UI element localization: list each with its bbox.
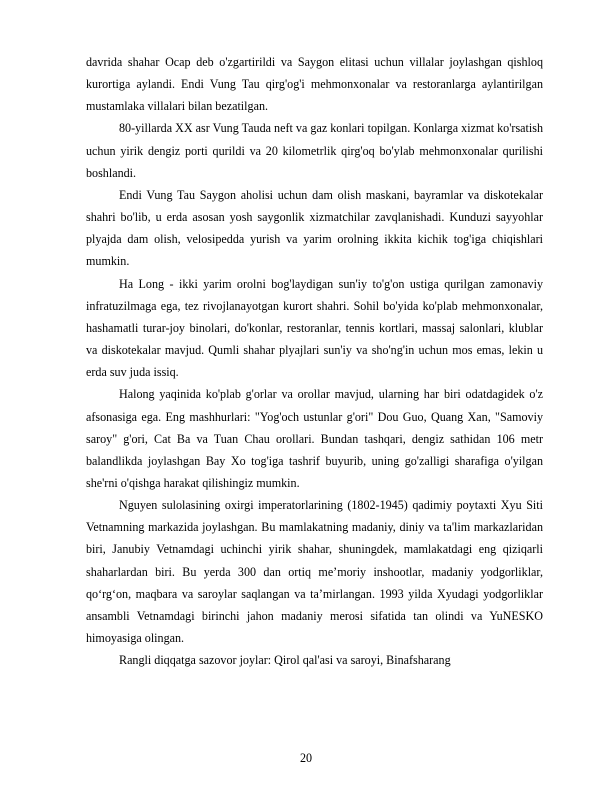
paragraph-6: Nguyen sulolasining oxirgi imperatorlarining (1802-1945) qadimiy poytaxti Xyu Siti Vetnamning markazida joylashgan. Bu mamlakatning madaniy, diniy va ta'lim markazlaridan biri, Janubiy Vetnamdagi uchinchi yirik shahar, shuningdek, mamlakatdagi eng qiziqarli shaharlardan biri. Bu yerda 300 dan ortiq meʼmoriy inshootlar, madaniy yodgorliklar, qoʻrgʻon, maqbara va saroylar saqlangan va taʼmirlangan. 1993 yilda Xyudagi yodgorliklar ansambli Vetnamdagi birinchi jahon madaniy merosi sifatida tan olindi va YuNESKO himoyasiga olingan.: [86, 498, 543, 646]
paragraph-2: 80-yillarda XX asr Vung Tauda neft va gaz konlari topilgan. Konlarga xizmat ko'rsatish uchun yirik dengiz porti qurildi va 20 kilometrlik qirg'oq bo'ylab mehmonxonalar qurilishi boshlandi.: [86, 121, 543, 180]
page-number: 20: [299, 751, 313, 765]
paragraph-4: Ha Long - ikki yarim orolni bog'laydigan sun'iy to'g'on ustiga qurilgan zamonaviy infratuzilmaga ega, tez rivojlanayotgan kurort shahri. Sohil bo'yida ko'plab mehmonxonalar, hashamatli turar-joy binolari, do'konlar, restoranlar, tennis kortlari, massaj salonlari, klublar va diskotekalar mavjud. Qumli shahar plyajlari sun'iy va sho'ng'in uchun mos emas, lekin u erda suv juda issiq.: [86, 276, 543, 380]
paragraph-7: Rangli diqqatga sazovor joylar: Qirol qal'asi va saroyi, Binafsharang: [119, 653, 451, 668]
paragraph-1: davrida shahar Ocap deb o'zgartirildi va Saygon elitasi uchun villalar joylashgan qishloq kurortiga aylandi. Endi Vung Tau qirg'og'i mehmonxonalar va restoranlarga aylantirilgan mustamlaka villalari bilan bezatilgan.: [86, 55, 543, 114]
document-page: [86, 51, 543, 671]
paragraph-3: Endi Vung Tau Saygon aholisi uchun dam olish maskani, bayramlar va diskotekalar shahri bo'lib, u erda asosan yosh saygonlik xizmatchilar zavqlanishadi. Kunduzi sayyohlar plyajda dam olish, velosipedda yurish va yarim orolning ikkita kichik tog'iga chiqishlari mumkin.: [86, 187, 543, 269]
paragraph-5: Halong yaqinida ko'plab g'orlar va orollar mavjud, ularning har biri odatdagidek o'z afsonasiga ega. Eng mashhurlari: "Yog'och ustunlar g'ori" Dou Guo, Quang Xan, "Samoviy saroy" g'ori, Cat Ba va Tuan Chau orollari. Bundan tashqari, dengiz sathidan 106 metr balandlikda joylashgan Bay Xo tog'iga tashrif buyurib, uning go'zalligi sharafiga o'yilgan she'rni o'qishga harakat qilishingiz mumkin.: [86, 387, 543, 490]
